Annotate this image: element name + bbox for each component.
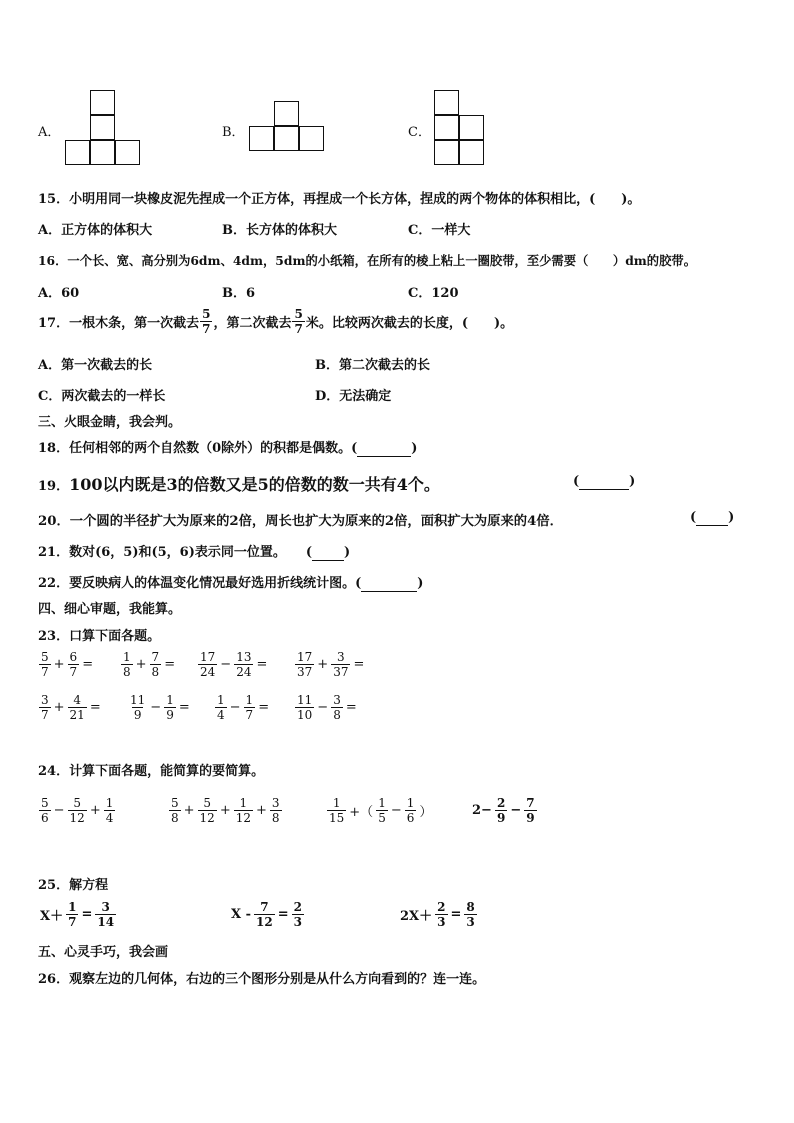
denominator: 7 bbox=[68, 915, 77, 929]
expr-text: − bbox=[317, 700, 329, 715]
q23-expr-7 bbox=[214, 693, 271, 722]
denominator: 8 bbox=[171, 811, 179, 825]
denominator: 9 bbox=[133, 708, 142, 722]
q23-expr-5 bbox=[38, 693, 103, 722]
q22-text: 22．要反映病人的体温变化情况最好选用折线统计图。( bbox=[38, 576, 362, 591]
q17-suffix: 米。比较两次截去的长度，( )。 bbox=[305, 316, 514, 331]
q23-expr-2 bbox=[120, 650, 177, 679]
q20-text: 20．一个圆的半径扩大为原来的2倍，周长也扩大为原来的2倍，面积扩大为原来的4倍． bbox=[38, 514, 563, 529]
fraction bbox=[292, 900, 304, 929]
q16-question: 16．一个长、宽、高分别为6dm、4dm，5dm的小纸箱，在所有的棱上粘上一圈胶带，至少需要（ ）dm的胶带。 bbox=[38, 253, 696, 268]
q18-text: 18．任何相邻的两个自然数（0除外）的积都是偶数。( bbox=[38, 441, 358, 456]
q25-title: 25．解方程 bbox=[38, 878, 109, 893]
q23-title: 23．口算下面各题。 bbox=[38, 629, 161, 644]
denominator: 4 bbox=[217, 708, 225, 722]
q17-option-b: B．第二次截去的长 bbox=[315, 358, 430, 373]
numerator: 5 bbox=[203, 796, 211, 810]
q18 bbox=[38, 437, 417, 457]
q19-number: 19． bbox=[38, 479, 70, 494]
denominator: 4 bbox=[105, 811, 114, 825]
denominator: 9 bbox=[496, 811, 506, 825]
expr-text: − bbox=[53, 803, 65, 818]
q15-option-a: A．正方体的体积大 bbox=[38, 223, 153, 238]
q23-expr-6 bbox=[127, 693, 192, 722]
expr-text: = bbox=[345, 700, 357, 715]
expr-text: − bbox=[229, 700, 241, 715]
numerator: 3 bbox=[333, 693, 341, 707]
expr-text: − bbox=[220, 657, 232, 672]
denominator: 8 bbox=[333, 708, 341, 722]
numerator: 1 bbox=[332, 796, 341, 810]
expr-text: +（ bbox=[349, 805, 374, 820]
numerator: 1 bbox=[217, 693, 225, 707]
q20-paren-open: ( bbox=[690, 510, 697, 525]
section-5-heading: 五、心灵手巧，我会画 bbox=[38, 945, 169, 960]
numerator: 6 bbox=[69, 650, 78, 664]
q14-option-c-label: C． bbox=[408, 125, 431, 140]
q20-answer bbox=[690, 510, 734, 526]
q25-equation-3 bbox=[398, 900, 478, 929]
fraction bbox=[270, 796, 282, 825]
fraction bbox=[331, 650, 350, 679]
numerator: 1 bbox=[239, 796, 248, 810]
q17-option-d: D．无法确定 bbox=[315, 389, 392, 404]
q24-expr-4 bbox=[470, 796, 538, 825]
fraction bbox=[104, 796, 116, 825]
fraction bbox=[254, 900, 275, 929]
denominator: 8 bbox=[271, 811, 280, 825]
fraction bbox=[68, 650, 80, 679]
q20-answer-blank[interactable] bbox=[696, 510, 728, 526]
fraction bbox=[405, 796, 417, 825]
expr-text: − bbox=[390, 803, 402, 818]
q21-answer-blank[interactable] bbox=[312, 545, 344, 561]
expr-text: = bbox=[450, 907, 462, 922]
q17-fraction-2: $\frac{5}{7}$ bbox=[294, 307, 303, 336]
numerator: 3 bbox=[271, 796, 280, 810]
q25-equation-2 bbox=[229, 900, 305, 929]
expr-text: 2X＋ bbox=[400, 909, 433, 924]
fraction bbox=[39, 796, 51, 825]
expr-text: + bbox=[183, 803, 195, 818]
q19-paren-close: ) bbox=[629, 474, 636, 489]
q19-text: 100以内既是3的倍数又是5的倍数的数一共有4个。 bbox=[69, 475, 440, 494]
fraction bbox=[198, 796, 217, 825]
q17-option-a: A．第一次截去的长 bbox=[38, 358, 153, 373]
q19-answer bbox=[573, 474, 635, 490]
q15-option-b: B．长方体的体积大 bbox=[222, 223, 337, 238]
denominator: 24 bbox=[200, 665, 216, 679]
fraction bbox=[128, 693, 147, 722]
numerator: 1 bbox=[166, 693, 174, 707]
numerator: 1 bbox=[123, 650, 131, 664]
fraction bbox=[150, 650, 162, 679]
q21-paren-close: ) bbox=[344, 545, 351, 560]
fraction bbox=[435, 900, 447, 929]
numerator: 5 bbox=[41, 650, 49, 664]
numerator: 3 bbox=[41, 693, 49, 707]
numerator: 1 bbox=[245, 693, 254, 707]
q21-text: 21．数对(6，5)和(5，6)表示同一位置。 bbox=[38, 545, 286, 560]
fraction bbox=[327, 796, 346, 825]
fraction bbox=[376, 796, 388, 825]
q14-option-b-label: B． bbox=[222, 125, 245, 140]
numerator: 8 bbox=[466, 900, 475, 914]
q23-expr-3 bbox=[197, 650, 269, 679]
q16-option-b: B．6 bbox=[222, 286, 256, 301]
q26-question: 26．观察左边的几何体，右边的三个图形分别是从什么方向看到的？连一连。 bbox=[38, 972, 486, 987]
expr-text: + bbox=[53, 657, 65, 672]
denominator: 9 bbox=[166, 708, 174, 722]
q18-answer-blank[interactable] bbox=[357, 441, 411, 457]
numerator: 7 bbox=[151, 650, 160, 664]
q19 bbox=[38, 472, 440, 495]
denominator: 24 bbox=[236, 665, 252, 679]
fraction bbox=[68, 693, 87, 722]
section-3-heading: 三、火眼金睛，我会判。 bbox=[38, 415, 182, 430]
q14-option-a-label: A． bbox=[38, 125, 61, 140]
expr-text: = bbox=[258, 700, 270, 715]
expr-text: + bbox=[53, 700, 65, 715]
numerator: 11 bbox=[130, 693, 146, 707]
numerator: 13 bbox=[236, 650, 252, 664]
expr-text: ） bbox=[419, 805, 433, 820]
q24-expr-2 bbox=[168, 796, 283, 825]
denominator: 8 bbox=[151, 665, 160, 679]
fraction bbox=[164, 693, 176, 722]
q17-question bbox=[38, 307, 513, 336]
q15-question: 15．小明用同一块橡皮泥先捏成一个正方体，再捏成一个长方体，捏成的两个物体的体积相比，( )。 bbox=[38, 192, 641, 207]
fraction bbox=[121, 650, 133, 679]
q24-expr-3 bbox=[326, 796, 434, 825]
numerator: 17 bbox=[200, 650, 216, 664]
fraction bbox=[295, 693, 314, 722]
q17-prefix: 17．一根木条，第一次截去 bbox=[38, 316, 200, 331]
q23-expr-1 bbox=[38, 650, 95, 679]
fraction bbox=[331, 693, 343, 722]
q24-expr-1 bbox=[38, 796, 116, 825]
denominator: 3 bbox=[437, 915, 446, 929]
denominator: 37 bbox=[297, 665, 313, 679]
denominator: 7 bbox=[41, 708, 49, 722]
denominator: 21 bbox=[69, 708, 85, 722]
expr-text: = bbox=[277, 907, 289, 922]
fraction bbox=[495, 796, 507, 825]
numerator: 1 bbox=[378, 796, 386, 810]
numerator: 5 bbox=[41, 796, 49, 810]
fraction bbox=[464, 900, 476, 929]
numerator: 2 bbox=[437, 900, 446, 914]
numerator: 1 bbox=[68, 900, 77, 914]
numerator: 5 bbox=[73, 796, 81, 810]
denominator: 12 bbox=[235, 811, 252, 825]
fraction bbox=[234, 796, 253, 825]
denominator: 15 bbox=[329, 811, 345, 825]
numerator: 1 bbox=[105, 796, 114, 810]
expr-text: = bbox=[353, 657, 365, 672]
denominator: 12 bbox=[69, 811, 85, 825]
q22-paren-close: ) bbox=[417, 576, 424, 591]
q16-option-c: C．120 bbox=[408, 286, 459, 301]
expr-text: = bbox=[82, 657, 94, 672]
expr-text: X＋ bbox=[40, 909, 64, 924]
fraction bbox=[95, 900, 116, 929]
numerator: 17 bbox=[297, 650, 313, 664]
q19-answer-blank[interactable] bbox=[579, 474, 629, 490]
denominator: 3 bbox=[293, 915, 302, 929]
q17-mid: ，第二次截去 bbox=[213, 316, 292, 331]
q16-option-a: A．60 bbox=[38, 286, 80, 301]
denominator: 5 bbox=[378, 811, 386, 825]
denominator: 14 bbox=[97, 915, 115, 929]
fraction bbox=[244, 693, 256, 722]
q24-title: 24．计算下面各题，能简算的要简算。 bbox=[38, 764, 265, 779]
expr-text: + bbox=[317, 657, 329, 672]
q23-expr-4 bbox=[294, 650, 366, 679]
expr-text: + bbox=[256, 803, 267, 818]
numerator: 2 bbox=[496, 796, 506, 810]
expr-text: = bbox=[81, 907, 93, 922]
expr-text: = bbox=[164, 657, 176, 672]
denominator: 3 bbox=[466, 915, 475, 929]
denominator: 7 bbox=[245, 708, 254, 722]
denominator: 10 bbox=[297, 708, 313, 722]
numerator: 11 bbox=[297, 693, 313, 707]
q18-paren-close: ) bbox=[411, 441, 418, 456]
expr-text: = bbox=[89, 700, 101, 715]
denominator: 7 bbox=[69, 665, 78, 679]
expr-text: + bbox=[89, 803, 101, 818]
expr-text: = bbox=[256, 657, 268, 672]
numerator: 7 bbox=[526, 796, 535, 810]
denominator: 12 bbox=[199, 811, 215, 825]
q23-expr-8 bbox=[294, 693, 359, 722]
numerator: 3 bbox=[101, 900, 110, 914]
numerator: 5 bbox=[171, 796, 179, 810]
denominator: 7 bbox=[41, 665, 49, 679]
expr-text: − bbox=[150, 700, 162, 715]
q17-fraction-1: $\frac{5}{7}$ bbox=[202, 307, 211, 336]
q15-option-c: C．一样大 bbox=[408, 223, 471, 238]
denominator: 8 bbox=[123, 665, 131, 679]
denominator: 6 bbox=[406, 811, 415, 825]
fraction bbox=[169, 796, 181, 825]
fraction bbox=[295, 650, 314, 679]
numerator: 2 bbox=[293, 900, 302, 914]
expr-text: + bbox=[135, 657, 147, 672]
numerator: 1 bbox=[406, 796, 415, 810]
q21-paren-open: ( bbox=[305, 545, 313, 560]
expr-text: X - bbox=[231, 907, 252, 922]
q22 bbox=[38, 572, 423, 592]
fraction bbox=[234, 650, 253, 679]
section-4-heading: 四、细心审题，我能算。 bbox=[38, 602, 182, 617]
denominator: 12 bbox=[256, 915, 273, 929]
denominator: 6 bbox=[41, 811, 49, 825]
numerator: 4 bbox=[73, 693, 81, 707]
expr-text: = bbox=[178, 700, 190, 715]
fraction bbox=[39, 650, 51, 679]
denominator: 9 bbox=[526, 811, 535, 825]
q22-answer-blank[interactable] bbox=[361, 576, 417, 592]
fraction bbox=[39, 693, 51, 722]
fraction bbox=[198, 650, 217, 679]
fraction bbox=[215, 693, 227, 722]
fraction bbox=[68, 796, 87, 825]
numerator: 3 bbox=[337, 650, 345, 664]
q20-paren-close: ) bbox=[728, 510, 735, 525]
q21 bbox=[38, 541, 350, 561]
expr-text: + bbox=[219, 803, 231, 818]
denominator: 37 bbox=[333, 665, 349, 679]
fraction bbox=[524, 796, 536, 825]
q19-paren-open: ( bbox=[573, 474, 580, 489]
q17-option-c: C．两次截去的一样长 bbox=[38, 389, 166, 404]
q25-equation-1 bbox=[38, 900, 117, 929]
fraction bbox=[66, 900, 78, 929]
expr-text: 2− bbox=[472, 803, 492, 818]
numerator: 7 bbox=[260, 900, 269, 914]
expr-text: − bbox=[510, 803, 522, 818]
